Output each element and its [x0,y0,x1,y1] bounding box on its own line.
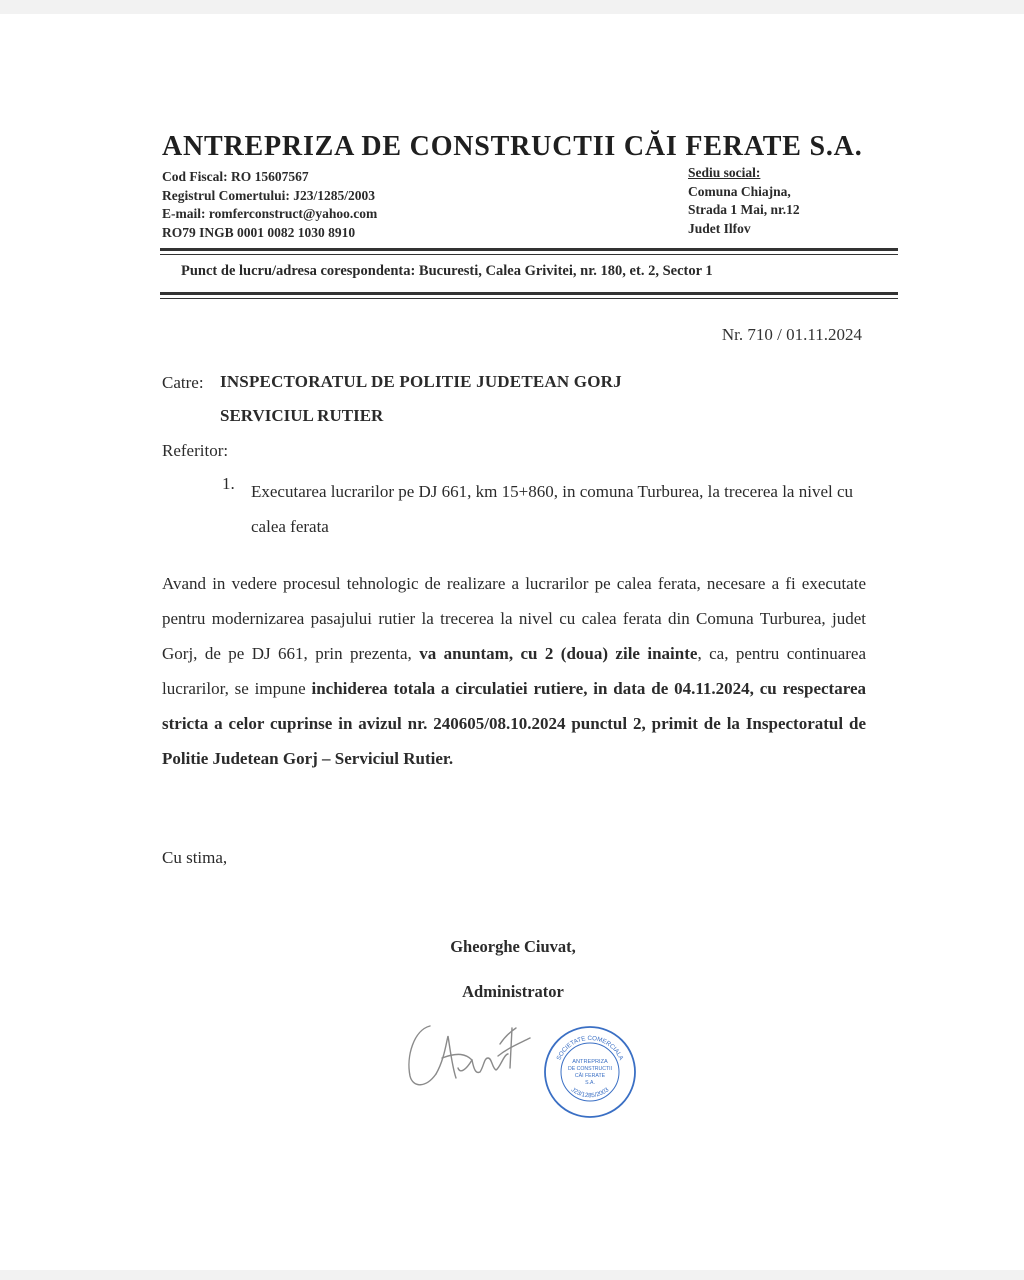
header-rule-bottom-thick [160,292,898,295]
office-address-line-2: Strada 1 Mai, nr.12 [688,202,800,217]
registered-office-label: Sediu social: [688,165,761,180]
office-address-line-3: Judet Ilfov [688,220,751,236]
registered-office [688,164,800,238]
document-number: Nr. 710 / 01.11.2024 [721,325,862,344]
signer-role: Administrator [462,982,564,1001]
company-fiscal-info [162,168,377,242]
closing-salutation: Cu stima, [162,848,228,867]
stamp-line-4: S.A. [585,1080,595,1086]
subject-item-text: Executarea lucrarilor pe DJ 661, km 15+860, in comuna Turburea, la trecerea la nivel cu calea ferata [251,482,854,536]
stamp-line-2: DE CONSTRUCTII [567,1066,613,1072]
header-rule-bottom-thin [160,298,898,299]
body-text-1: Avand in vedere procesul tehnologic de realizare a lucrarilor pe calea ferata, necesare a fi executate pentru modernizarea pasajului rutier la trecerea la nivel cu calea ferata din Comuna Turburea, judet Gorj, de pe DJ 661, prin prezenta, [162,574,866,663]
subject-label: Referitor: [162,441,229,460]
company-stamp [540,1022,640,1122]
body-text-2: , ca, pentru continuarea lucrarilor, se impune [162,644,866,698]
stamp-bottom-text: J23/1285/2003 [569,1086,611,1100]
stamp-line-3: CĂI FERATE [574,1073,606,1079]
correspondence-address: Punct de lucru/adresa corespondenta: Bucuresti, Calea Grivitei, nr. 180, et. 2, Sector 1 [181,263,713,279]
email-line: E-mail: romferconstruct@yahoo.com [162,206,378,221]
recipient-label: Catre: [162,373,204,392]
fiscal-code: Cod Fiscal: RO 15607567 [162,169,309,184]
header-rule-top-thick [160,248,898,251]
trade-register: Registrul Comertului: J23/1285/2003 [162,187,375,203]
recipient-institution: INSPECTORATUL DE POLITIE JUDETEAN GORJ [220,372,622,391]
recipient-department: SERVICIUL RUTIER [220,406,384,425]
header-rule-top-thin [160,254,898,255]
body-emphasis-2: inchiderea totala a circulatiei rutiere, in data de 04.11.2024, cu respectarea stricta a celor cuprinse in avizul nr. 240605/08.10.2024 punctul 2, primit de la Inspectoratul de Politie Judetean Gorj – Serviciul Rutier. [162,679,866,768]
letter-body [162,566,866,776]
signer-name: Gheorghe Ciuvat, [450,937,576,956]
bank-account: RO79 INGB 0001 0082 1030 8910 [162,224,356,240]
stamp-ring-text: SOCIETATE COMERCIALA [555,1034,625,1062]
company-title: ANTREPRIZA DE CONSTRUCTII CĂI FERATE S.A. [162,131,863,162]
subject-item-number: 1. [222,474,235,493]
body-emphasis-1: va anuntam, cu 2 (doua) zile inainte [419,644,698,663]
stamp-line-1: ANTREPRIZA [572,1059,608,1065]
handwritten-signature [400,1008,550,1098]
office-address-line-1: Comuna Chiajna, [688,183,791,199]
